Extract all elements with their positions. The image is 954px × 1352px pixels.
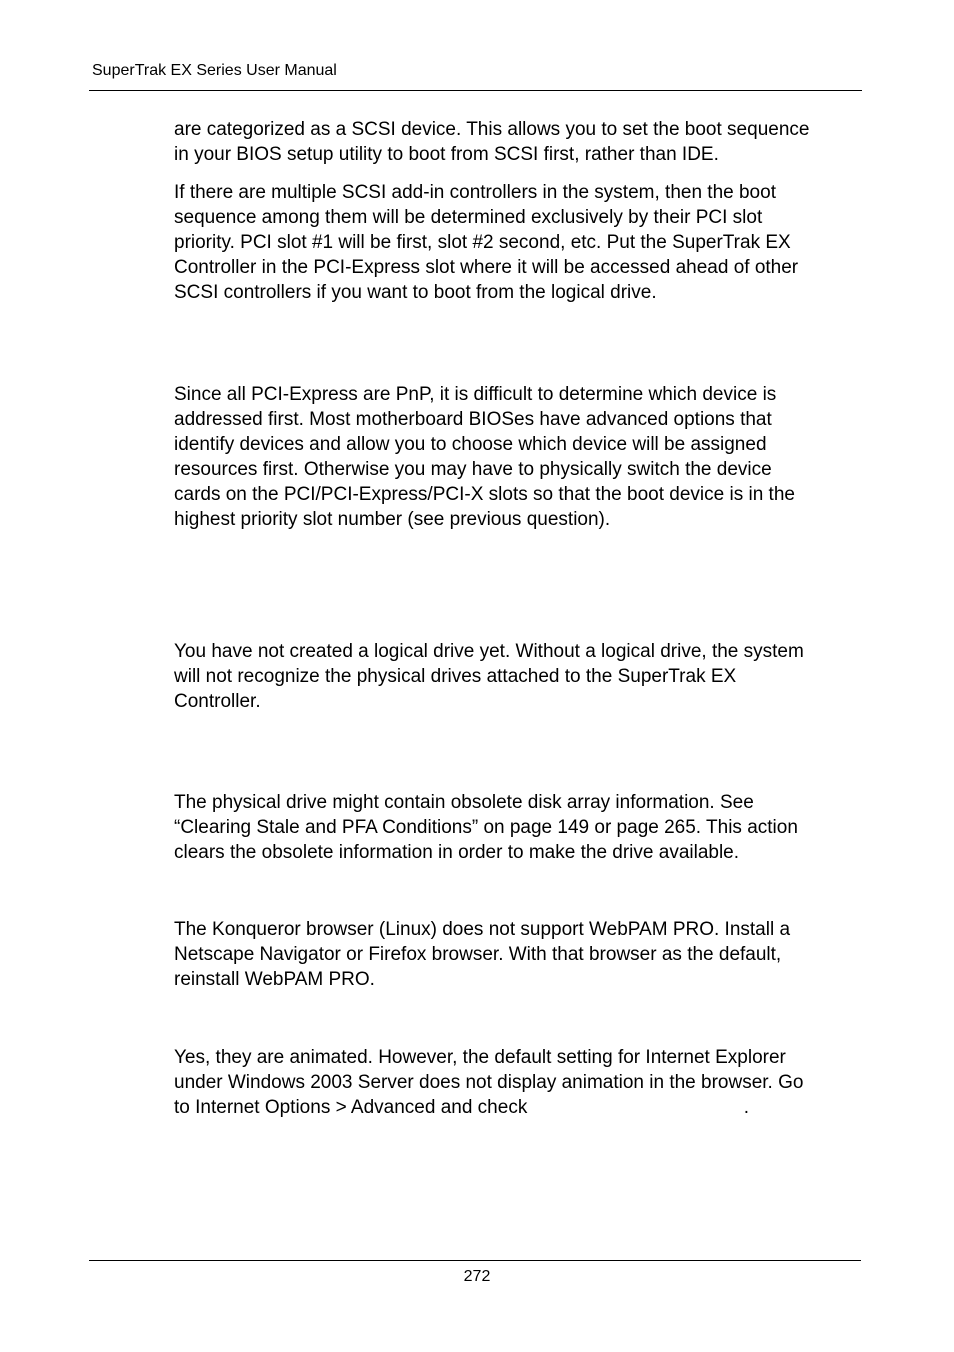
- text-line: addressed first. Most motherboard BIOSes have advanced options that: [174, 409, 772, 430]
- text-line: Yes, they are animated. However, the default setting for Internet Explorer: [174, 1047, 786, 1068]
- text-line: highest priority slot number (see previous question).: [174, 509, 611, 530]
- text-line: “Clearing Stale and PFA Conditions” on page 149 or page 265. This action: [174, 817, 798, 838]
- text-line: SCSI controllers if you want to boot from the logical drive.: [174, 282, 657, 303]
- text-line: The Konqueror browser (Linux) does not support WebPAM PRO. Install a: [174, 919, 791, 940]
- text-line: Controller in the PCI-Express slot where it will be accessed ahead of other: [174, 257, 799, 278]
- text-line: reinstall WebPAM PRO.: [174, 969, 375, 990]
- text-line: in your BIOS setup utility to boot from SCSI first, rather than IDE.: [174, 144, 719, 165]
- text-line: are categorized as a SCSI device. This allows you to set the boot sequence: [174, 119, 810, 140]
- paragraph-obsolete-array: [174, 790, 864, 865]
- page-number: 272: [463, 1268, 491, 1285]
- paragraph-no-logical-drive: [174, 639, 864, 714]
- text-line: If there are multiple SCSI add-in controllers in the system, then the boot: [174, 182, 776, 203]
- text-line: will not recognize the physical drives attached to the SuperTrak EX: [174, 666, 737, 687]
- text-line: clears the obsolete information in order to make the drive available.: [174, 842, 740, 863]
- text-line: Netscape Navigator or Firefox browser. With that browser as the default,: [174, 944, 782, 965]
- text-line: resources first. Otherwise you may have to physically switch the device: [174, 459, 772, 480]
- paragraph-animation: [174, 1045, 864, 1120]
- paragraph-multiple-scsi: [174, 180, 864, 305]
- paragraph-pnp: [174, 382, 864, 532]
- text-line: identify devices and allow you to choose which device will be assigned: [174, 434, 767, 455]
- text-line: The physical drive might contain obsolete disk array information. See: [174, 792, 754, 813]
- text-line: Controller.: [174, 691, 261, 712]
- header-divider: [89, 90, 862, 91]
- text-line: You have not created a logical drive yet. Without a logical drive, the system: [174, 641, 804, 662]
- text-line: to Internet Options > Advanced and check .: [174, 1097, 750, 1118]
- footer-divider: [89, 1260, 861, 1261]
- text-line: cards on the PCI/PCI-Express/PCI-X slots so that the boot device is in the: [174, 484, 795, 505]
- text-line: priority. PCI slot #1 will be first, slot #2 second, etc. Put the SuperTrak EX: [174, 232, 791, 253]
- paragraph-konqueror: [174, 917, 864, 992]
- paragraph-scsi-boot: [174, 117, 864, 167]
- text-line: sequence among them will be determined exclusively by their PCI slot: [174, 207, 763, 228]
- text-line: under Windows 2003 Server does not display animation in the browser. Go: [174, 1072, 804, 1093]
- text-line: Since all PCI-Express are PnP, it is difficult to determine which device is: [174, 384, 777, 405]
- running-header: SuperTrak EX Series User Manual: [92, 62, 337, 79]
